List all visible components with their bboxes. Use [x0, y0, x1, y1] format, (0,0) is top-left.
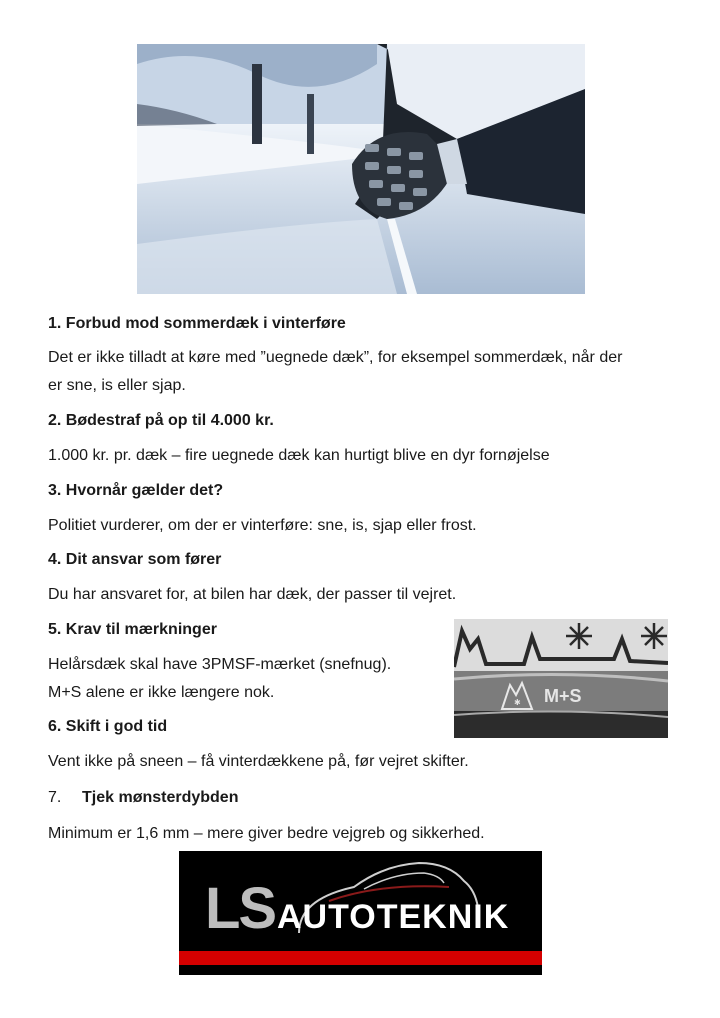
section-5-body-line-1: Helårsdæk skal have 3PMSF-mærket (snefnug). — [48, 656, 392, 673]
section-2-body: 1.000 kr. pr. dæk – fire uegnede dæk kan hurtigt blive en dyr fornøjelse — [48, 447, 550, 464]
section-7-heading: Tjek mønsterdybden — [82, 789, 239, 806]
section-1-body-line-1: Det er ikke tilladt at køre med ”uegnede dæk”, for eksempel sommerdæk, når der — [48, 349, 623, 366]
hero-winter-tire-image — [137, 44, 585, 294]
tire-sidewall-illustration — [454, 619, 668, 738]
section-6-heading: 6. Skift i god tid — [48, 718, 168, 735]
section-6-body: Vent ikke på sneen – få vinterdækkene på, før vejret skifter. — [48, 753, 469, 770]
tire-marking-image — [454, 619, 668, 738]
svg-text:✱: ✱ — [514, 698, 521, 707]
snowy-road-illustration — [137, 44, 585, 294]
logo-autoteknik-text: AUTOTEKNIK — [277, 898, 510, 936]
section-4-body: Du har ansvaret for, at bilen har dæk, der passer til vejret. — [48, 586, 457, 603]
section-1-heading: 1. Forbud mod sommerdæk i vinterføre — [48, 315, 346, 332]
section-3-heading: 3. Hvornår gælder det? — [48, 482, 224, 499]
section-5-heading: 5. Krav til mærkninger — [48, 621, 217, 638]
section-1-body-line-2: er sne, is eller sjap. — [48, 377, 186, 394]
section-4-heading: 4. Dit ansvar som fører — [48, 551, 222, 568]
section-7-number: 7. — [48, 789, 62, 806]
section-3-body: Politiet vurderer, om der er vinterføre: sne, is, sjap eller frost. — [48, 517, 477, 534]
section-2-heading: 2. Bødestraf på op til 4.000 kr. — [48, 412, 274, 429]
m-s-marking: M+S — [544, 686, 582, 706]
ls-autoteknik-logo — [179, 851, 542, 975]
logo-ls-text: LS — [205, 876, 276, 941]
section-7-body: Minimum er 1,6 mm – mere giver bedre vejgreb og sikkerhed. — [48, 825, 485, 842]
logo-red-bar — [179, 951, 542, 965]
section-5-body-line-2: M+S alene er ikke længere nok. — [48, 684, 275, 701]
